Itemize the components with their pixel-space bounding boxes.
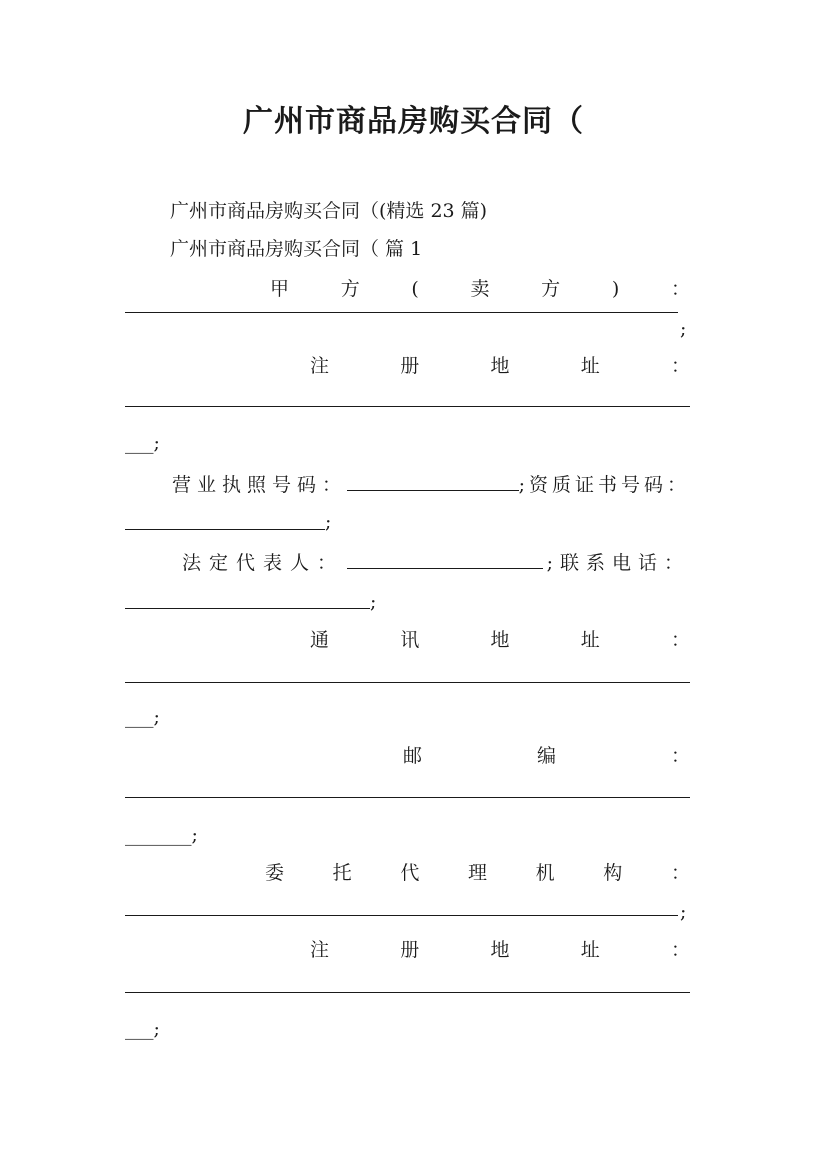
license-row	[172, 470, 690, 498]
license-label: 营业执照号码：	[172, 474, 348, 496]
party-a-name-end: ;	[680, 318, 687, 340]
registered-address-label	[310, 353, 690, 379]
mail-address-char: ：	[670, 629, 690, 651]
phone-label: ;联系电话：	[546, 552, 690, 574]
agent-registered-address-char: 册	[400, 939, 420, 961]
registered-address-end: ___;	[125, 432, 160, 454]
license-number-blank[interactable]	[347, 470, 519, 491]
party-a-header-char: 方	[340, 278, 360, 300]
mail-address-end: ___;	[125, 706, 160, 728]
qualification-number-blank[interactable]	[125, 529, 325, 530]
agent-header-char: 构	[603, 862, 623, 884]
agent-header	[265, 860, 690, 886]
qualification-end: ;	[325, 511, 332, 533]
party-a-header-char: 甲	[270, 278, 290, 300]
registered-address-blank[interactable]	[125, 406, 690, 407]
mail-address-blank[interactable]	[125, 682, 690, 683]
section-heading: 广州市商品房购买合同（ 篇 1	[170, 238, 423, 260]
document-title: 广州市商品房购买合同（	[243, 104, 584, 139]
legal-rep-blank[interactable]	[347, 548, 543, 569]
postcode-char: 编	[536, 745, 556, 767]
party-a-header-char: 方	[541, 278, 561, 300]
agent-name-blank[interactable]	[125, 915, 678, 916]
registered-address-char: 册	[400, 355, 420, 377]
party-a-name-blank[interactable]	[125, 312, 678, 313]
postcode-label	[403, 743, 690, 769]
mail-address-char: 通	[310, 629, 330, 651]
legal-rep-row	[182, 548, 690, 576]
phone-end: ;	[370, 591, 377, 613]
agent-registered-address-blank[interactable]	[125, 992, 690, 993]
party-a-header-char: 卖	[470, 278, 490, 300]
agent-registered-address-end: ___;	[125, 1018, 160, 1040]
agent-registered-address-char: 地	[490, 939, 510, 961]
mail-address-label	[310, 627, 690, 653]
postcode-char: ：	[670, 745, 690, 767]
registered-address-char: 注	[310, 355, 330, 377]
registered-address-char: 地	[490, 355, 510, 377]
registered-address-char: ：	[670, 355, 690, 377]
agent-registered-address-char: ：	[670, 939, 690, 961]
registered-address-char: 址	[580, 355, 600, 377]
party-a-header-char: (	[411, 278, 419, 300]
agent-registered-address-label	[310, 937, 690, 963]
qualification-label: ;资质证书号码：	[518, 474, 690, 496]
mail-address-char: 地	[490, 629, 510, 651]
phone-blank[interactable]	[125, 608, 370, 609]
party-a-header	[270, 276, 690, 302]
party-a-header-char: )	[611, 278, 620, 300]
agent-registered-address-char: 址	[580, 939, 600, 961]
agent-header-char: 托	[332, 862, 352, 884]
postcode-blank[interactable]	[125, 797, 690, 798]
document-subtitle: 广州市商品房购买合同（(精选 23 篇)	[170, 200, 488, 222]
agent-header-char: ：	[670, 862, 690, 884]
agent-registered-address-char: 注	[310, 939, 330, 961]
agent-header-char: 机	[535, 862, 555, 884]
mail-address-char: 讯	[400, 629, 420, 651]
agent-header-char: 委	[265, 862, 285, 884]
postcode-char: 邮	[403, 745, 423, 767]
postcode-end: _______;	[125, 824, 198, 846]
party-a-header-char: ：	[670, 278, 690, 300]
agent-header-char: 理	[467, 862, 487, 884]
agent-name-end: ;	[680, 901, 687, 923]
mail-address-char: 址	[580, 629, 600, 651]
agent-header-char: 代	[400, 862, 420, 884]
legal-rep-label: 法定代表人：	[182, 552, 345, 574]
